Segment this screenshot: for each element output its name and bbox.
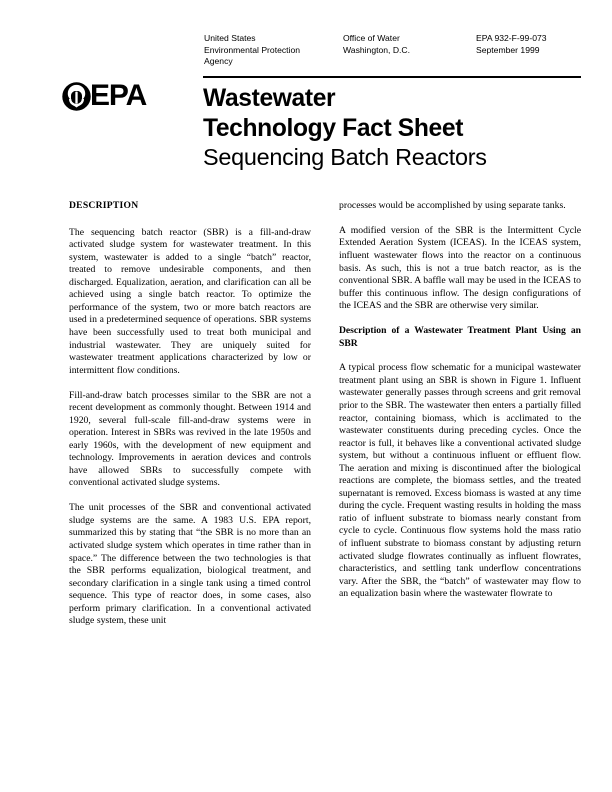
left-column xyxy=(69,200,311,628)
section-heading-plant-description: Description of a Wastewater Treatment Plant Using an SBR xyxy=(339,325,581,349)
epa-seal-icon xyxy=(62,82,91,111)
paragraph: The unit processes of the SBR and conventional activated sludge systems are the same. A 1983 U.S. EPA report, summarized this by stating that “the SBR is no more than an activated sludge system which operates in time rather than in space.” The difference between the two technologies is that the SBR performs equalization, biological treatment, and secondary clarification in a single tank using a timed control sequence. This type of reactor does, in some cases, also perform primary clarification. In a conventional activated sludge system, these unit xyxy=(69,502,311,627)
office-location: Washington, D.C. xyxy=(343,44,411,55)
office-name: Office of Water xyxy=(343,33,400,43)
agency-name-column xyxy=(204,33,343,68)
publication-number: EPA 932-F-99-073 xyxy=(476,33,547,43)
epa-wordmark: EPA xyxy=(90,79,147,112)
epa-logo xyxy=(62,79,182,113)
agency-line-3: Agency xyxy=(204,56,233,67)
document-title-line-2: Technology Fact Sheet xyxy=(203,114,464,142)
paragraph: The sequencing batch reactor (SBR) is a fill-and-draw activated sludge system for wastewater treatment. In this system, wastewater is added to a single “batch” reactor, treated to remove undesirable components, and then discharged. Equalization, aeration, and clarification can all be achieved using a single batch reactor. To optimize the performance of the system, two or more batch reactors are used in a predetermined sequence of operations. SBR systems have been successfully used to treat both municipal and industrial wastewater. They are uniquely suited for wastewater treatment applications characterized by low or intermittent flow conditions. xyxy=(69,226,311,376)
agency-info-block xyxy=(204,33,582,68)
right-column xyxy=(339,200,581,601)
publication-id-column xyxy=(476,33,582,68)
agency-line-1: United States xyxy=(204,33,256,43)
paragraph: A typical process flow schematic for a municipal wastewater treatment plant using an SBR is shown in Figure 1. Influent wastewater generally passes through screens and grit removal prior to the SBR. The wastewater then enters a partially filled reactor, containing biomass, which is acclimated to the wastewater constituents during preceding cycles. Once the reactor is full, it behaves like a conventional activated sludge system, but without a continuous influent or effluent flow. The aeration and mixing is discontinued after the biological reactions are complete, the biomass settles, and the treated supernatant is removed. Excess biomass is wasted at any time during the cycle. Frequent wasting results in holding the mass ratio of influent substrate to biomass nearly constant from cycle to cycle. Continuous flow systems hold the mass ratio of influent substrate to biomass constant by adjusting return activated sludge flowrates continually as influent flowrates, characteristics, and settling tank underflow concentrations vary. After the SBR, the “batch” of wastewater may flow to an equalization basin where the wastewater flowrate to xyxy=(339,362,581,600)
section-heading-description: DESCRIPTION xyxy=(69,200,139,211)
paragraph: processes would be accomplished by using separate tanks. xyxy=(339,200,566,211)
office-column xyxy=(343,33,476,68)
document-title-block xyxy=(203,84,593,172)
paragraph: A modified version of the SBR is the Intermittent Cycle Extended Aeration System (ICEAS). In the ICEAS system, influent wastewater flows into the reactor on a continuous basis. As such, this is not a true batch reactor, as is the conventional SBR. A baffle wall may be used in the ICEAS to buffer this continuous inflow. The design configurations of the ICEAS and the SBR are otherwise very similar. xyxy=(339,224,581,312)
paragraph: Fill-and-draw batch processes similar to the SBR are not a recent development as commonly thought. Between 1914 and 1920, several full-scale fill-and-draw systems were in operation. Interest in SBRs was revived in the late 1950s and early 1960s, with the development of new equipment and technology. Improvements in aeration devices and controls have allowed SBRs to successfully compete with conventional activated sludge systems. xyxy=(69,389,311,489)
masthead-divider xyxy=(203,76,581,78)
publication-date: September 1999 xyxy=(476,44,540,55)
document-title-line-1: Wastewater xyxy=(203,85,336,112)
document-subtitle: Sequencing Batch Reactors xyxy=(203,144,487,170)
agency-line-2: Environmental Protection xyxy=(204,44,301,55)
